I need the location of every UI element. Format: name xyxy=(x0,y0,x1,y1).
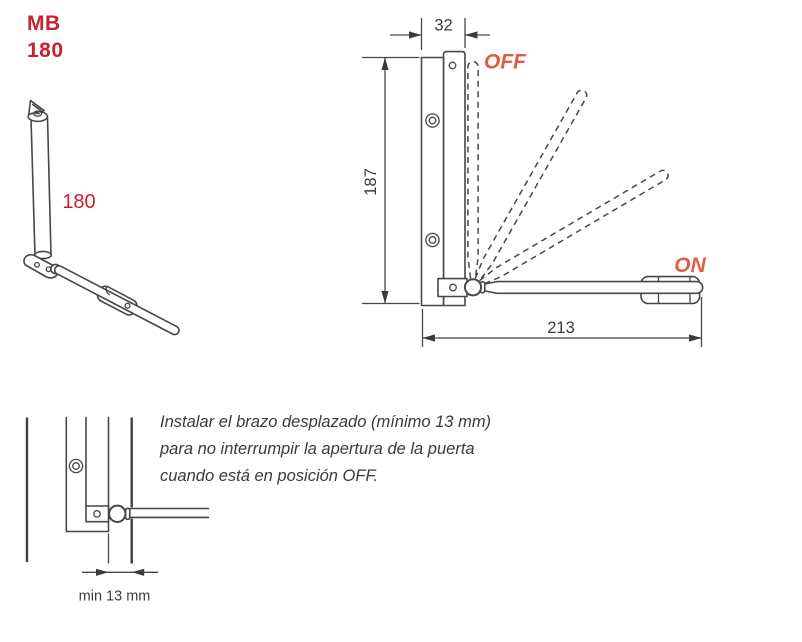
pivot-bracket xyxy=(438,279,467,297)
note-line-2: para no interrumpir la apertura de la puerta xyxy=(160,440,475,458)
arm-position-mid-high-dashed xyxy=(473,88,589,282)
arm-dashed-outline xyxy=(468,62,478,279)
slide-channel xyxy=(444,52,466,306)
dim-187-value: 187 xyxy=(362,168,380,196)
dimension-min-13 xyxy=(79,534,159,605)
mounting-plate xyxy=(422,58,444,306)
product-3d-view xyxy=(24,101,182,340)
product-title-line1: MB xyxy=(27,12,61,35)
detail-pivot-pin xyxy=(109,506,125,522)
dim-13-arrow-left xyxy=(96,569,109,576)
note-line-3: cuando está en posición OFF. xyxy=(160,467,378,485)
arm-dashed-outline xyxy=(478,168,670,287)
dim-32-value: 32 xyxy=(434,16,453,35)
arm-on-solid xyxy=(481,282,703,294)
pivot-pin xyxy=(465,279,481,295)
dim-187-arrow-bottom xyxy=(381,291,388,304)
dimension-32 xyxy=(390,17,490,51)
dim-32-arrow-left xyxy=(409,31,422,38)
dim-32-arrow-right xyxy=(465,31,478,38)
arm-rod-3d xyxy=(53,264,180,336)
dim-213-arrow-left xyxy=(423,334,436,341)
detail-pivot-bracket xyxy=(86,506,109,522)
arm-position-mid-low-dashed xyxy=(478,168,670,287)
size-label-180: 180 xyxy=(62,191,96,213)
dim-213-value: 213 xyxy=(547,319,575,337)
dim-213-arrow-right xyxy=(689,334,702,341)
dim-13-value: min 13 mm xyxy=(78,588,151,605)
arm-dashed-outline xyxy=(473,88,589,282)
dim-187-arrow-top xyxy=(381,58,388,71)
product-title-line2: 180 xyxy=(27,38,64,62)
main-diagram xyxy=(362,17,707,348)
dimension-187 xyxy=(362,58,420,304)
arm-3d xyxy=(51,261,182,339)
detail-screw-outer xyxy=(69,459,82,472)
off-label: OFF xyxy=(484,50,526,74)
detail-screw-inner xyxy=(73,463,80,470)
on-label: ON xyxy=(674,254,706,277)
installation-note xyxy=(160,409,500,490)
dim-13-arrow-right xyxy=(132,569,145,576)
arm-position-off-dashed xyxy=(468,62,478,279)
detail-arm-lines xyxy=(130,509,209,518)
note-line-1: Instalar el brazo desplazado (mínimo 13 mm) xyxy=(160,413,492,431)
